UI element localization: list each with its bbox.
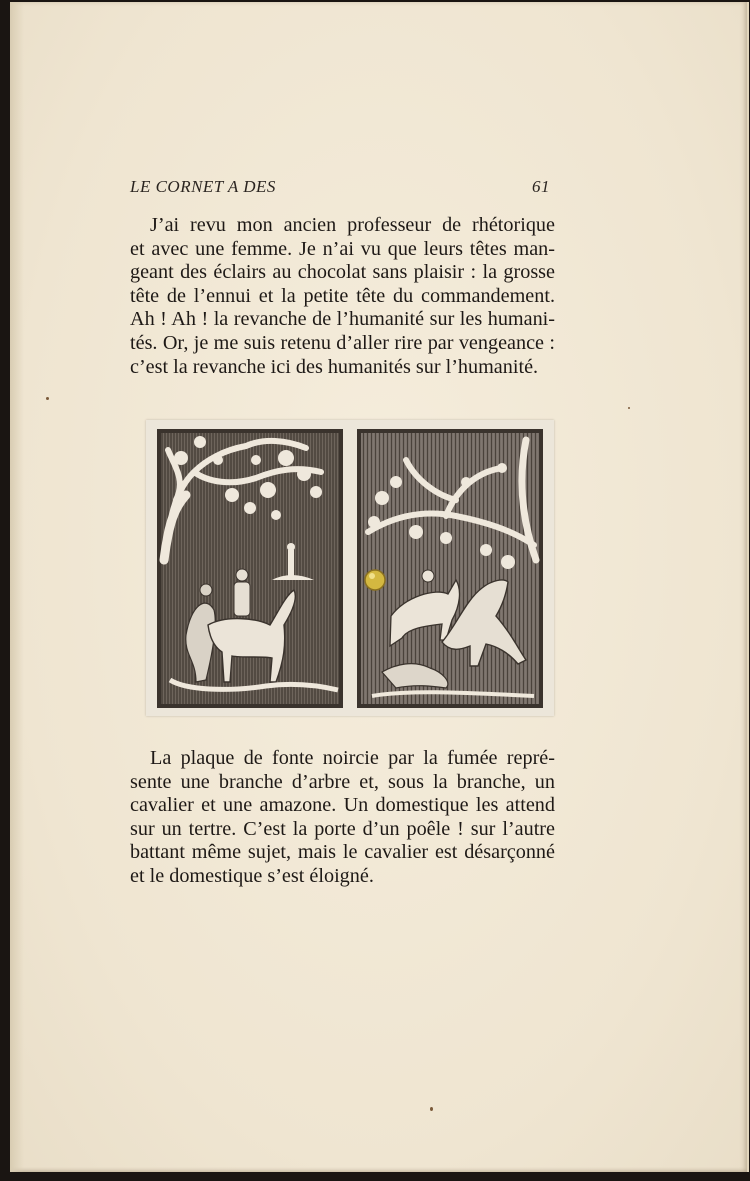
stove-door-illustration	[146, 420, 554, 716]
text-line: battant même sujet, mais le cavalier est désarçonné	[130, 841, 555, 864]
illustration-drawing	[146, 420, 554, 716]
text-line: La plaque de fonte noircie par la fumée repré-	[150, 747, 555, 769]
text-line: c’est la revanche ici des humanités sur l’humanité.	[130, 355, 539, 378]
paragraph-1	[130, 214, 555, 379]
paper-speck	[430, 1107, 433, 1111]
text-line: J’ai revu mon ancien professeur de rhétorique	[150, 214, 555, 236]
text-line: et avec une femme. Je n’ai vu que leurs têtes man-	[130, 237, 555, 260]
text-line: cavalier et une amazone. Un domestique les attend	[130, 794, 555, 817]
paragraph-2	[130, 747, 555, 889]
text-line: tés. Or, je me suis retenu d’aller rire par vengeance :	[130, 331, 555, 354]
door-knob-icon	[365, 570, 385, 590]
left-panel	[159, 431, 341, 706]
running-title: LE CORNET A DES	[130, 177, 276, 196]
text-line: sur un tertre. C’est la porte d’un poêle ! sur l’autre	[130, 817, 555, 840]
text-line: geant des éclairs au chocolat sans plaisir : la grosse	[130, 261, 555, 284]
paper-speck	[46, 397, 49, 400]
book-page	[10, 2, 749, 1172]
text-line: sente une branche d’arbre et, sous la branche, un	[130, 770, 555, 793]
text-line: et le domestique s’est éloigné.	[130, 864, 374, 887]
page-number: 61	[532, 177, 550, 196]
text-line: tête de l’ennui et la petite tête du commandement.	[130, 284, 555, 307]
paper-speck	[628, 407, 630, 409]
text-line: Ah ! Ah ! la revanche de l’humanité sur les humani-	[130, 308, 555, 331]
page-gutter-shadow	[10, 2, 24, 1172]
right-panel	[359, 431, 541, 706]
